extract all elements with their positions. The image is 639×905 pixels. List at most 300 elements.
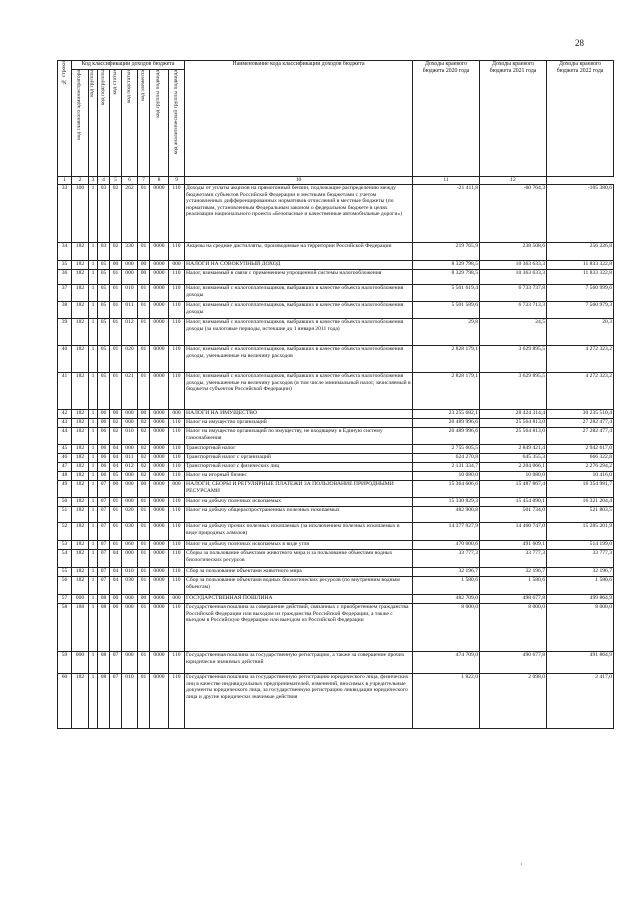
header-element-code: код элемента xyxy=(138,70,150,177)
element-code: 00 xyxy=(138,261,150,270)
table-row xyxy=(58,285,614,302)
subtype-group-code: 0000 xyxy=(150,507,169,523)
header-subgroup-code: код подгруппы xyxy=(98,70,110,177)
subgroup-code: 05 xyxy=(98,285,110,302)
subarticle-code: 000 xyxy=(122,498,138,507)
table-row xyxy=(58,346,614,373)
element-code: 01 xyxy=(138,346,150,373)
analytic-group-code: 110 xyxy=(169,445,185,454)
subarticle-code: 030 xyxy=(122,523,138,541)
group-code: 1 xyxy=(89,550,98,568)
analytic-group-code: 110 xyxy=(169,346,185,373)
article-code: 01 xyxy=(110,346,122,373)
revenue-2020: 8 000,0 xyxy=(413,604,480,652)
row-number: 52 xyxy=(58,523,72,541)
header-classification-group: Код классификации доходов бюджета xyxy=(72,61,185,70)
revenue-2020: 14 377 927,9 xyxy=(413,523,480,541)
group-code: 1 xyxy=(89,319,98,346)
element-code: 01 xyxy=(138,319,150,346)
revenue-2020: 219 765,9 xyxy=(413,243,480,261)
analytic-group-code: 000 xyxy=(169,261,185,270)
element-code: 00 xyxy=(138,595,150,604)
admin-code: 182 xyxy=(72,445,89,454)
subarticle-code: 011 xyxy=(122,454,138,463)
group-code: 1 xyxy=(89,346,98,373)
code-name: Налог, взимаемый в связи с применением упрощенной системы налогообложения xyxy=(185,270,413,285)
revenue-2021: 2 098,0 xyxy=(480,674,547,729)
table-row xyxy=(58,523,614,541)
element-code: 01 xyxy=(138,243,150,261)
code-name: ГОСУДАРСТВЕННАЯ ПОШЛИНА xyxy=(185,595,413,604)
admin-code: 182 xyxy=(72,472,89,481)
table-row xyxy=(58,463,614,472)
subtype-group-code: 0000 xyxy=(150,604,169,652)
table-row xyxy=(58,410,614,419)
subtype-group-code: 0000 xyxy=(150,541,169,550)
subtype-group-code: 0000 xyxy=(150,445,169,454)
admin-code: 182 xyxy=(72,261,89,270)
subtype-group-code: 0000 xyxy=(150,577,169,595)
group-code: 1 xyxy=(89,410,98,419)
budget-revenue-table xyxy=(57,60,614,729)
row-number: 58 xyxy=(58,604,72,652)
analytic-group-code: 110 xyxy=(169,419,185,428)
table-row xyxy=(58,472,614,481)
subarticle-code: 330 xyxy=(122,243,138,261)
revenue-2020: 33 777,3 xyxy=(413,550,480,568)
subtype-group-code: 0000 xyxy=(150,346,169,373)
group-code: 1 xyxy=(89,428,98,445)
subtype-group-code: 0000 xyxy=(150,472,169,481)
column-number: 12 xyxy=(480,177,547,185)
revenue-2021: 3 629 895,5 xyxy=(480,373,547,410)
table-row xyxy=(58,445,614,454)
admin-code: 182 xyxy=(72,410,89,419)
analytic-group-code: 110 xyxy=(169,270,185,285)
subgroup-code: 05 xyxy=(98,319,110,346)
admin-code: 182 xyxy=(72,568,89,577)
table-row xyxy=(58,243,614,261)
revenue-2021: 32 196,7 xyxy=(480,568,547,577)
column-number: 6 xyxy=(122,177,138,185)
subarticle-code: 060 xyxy=(122,541,138,550)
subgroup-code: 08 xyxy=(98,604,110,652)
analytic-group-code: 110 xyxy=(169,523,185,541)
row-number: 39 xyxy=(58,319,72,346)
revenue-2022: 499 864,9 xyxy=(547,595,614,604)
subgroup-code: 06 xyxy=(98,463,110,472)
table-row xyxy=(58,319,614,346)
revenue-2020: 1 822,0 xyxy=(413,674,480,729)
column-number: 11 xyxy=(413,177,480,185)
header-subtype-group-code: код группы подвида xyxy=(150,70,169,177)
row-number: 51 xyxy=(58,507,72,523)
revenue-2021: 8 000,0 xyxy=(480,604,547,652)
subgroup-code: 07 xyxy=(98,550,110,568)
subgroup-code: 07 xyxy=(98,481,110,498)
revenue-2022: 33 777,3 xyxy=(547,550,614,568)
admin-code: 182 xyxy=(72,319,89,346)
subgroup-code: 06 xyxy=(98,445,110,454)
revenue-2022: 16 354 981,7 xyxy=(547,481,614,498)
subtype-group-code: 0000 xyxy=(150,373,169,410)
revenue-2020: 10 080,0 xyxy=(413,472,480,481)
row-number: 56 xyxy=(58,577,72,595)
code-name: Налог на добычу прочих полезных ископаемых (за исключением полезных ископаемых в виде природных алмазов) xyxy=(185,523,413,541)
row-number: 60 xyxy=(58,674,72,729)
analytic-group-code: 000 xyxy=(169,410,185,419)
element-code: 01 xyxy=(138,652,150,674)
element-code: 00 xyxy=(138,270,150,285)
code-name: Акцизы на средние дистилляты, производимые на территории Российской Федерации xyxy=(185,243,413,261)
group-code: 1 xyxy=(89,472,98,481)
element-code: 02 xyxy=(138,463,150,472)
subgroup-code: 05 xyxy=(98,373,110,410)
code-name: Сбор за пользование объектами животного мира xyxy=(185,568,413,577)
column-number: 3 xyxy=(89,177,98,185)
subarticle-code: 010 xyxy=(122,285,138,302)
revenue-2020: 2 828 179,1 xyxy=(413,346,480,373)
code-name: Транспортный налог xyxy=(185,445,413,454)
row-number: 35 xyxy=(58,261,72,270)
revenue-2021: 33 777,3 xyxy=(480,550,547,568)
revenue-2022: 10 416,0 xyxy=(547,472,614,481)
article-code: 07 xyxy=(110,674,122,729)
page-number: 28 xyxy=(575,38,584,48)
subtype-group-code: 0000 xyxy=(150,428,169,445)
code-name: Налог, взимаемый с налогоплательщиков, выбравших в качестве объекта налогообложения доходы xyxy=(185,302,413,319)
row-number: 45 xyxy=(58,445,72,454)
table-row xyxy=(58,604,614,652)
revenue-2021: 10 080,0 xyxy=(480,472,547,481)
row-number: 53 xyxy=(58,541,72,550)
row-number: 43 xyxy=(58,419,72,428)
subgroup-code: 07 xyxy=(98,523,110,541)
code-name: Налог на добычу общераспространенных полезных ископаемых xyxy=(185,507,413,523)
subtype-group-code: 0000 xyxy=(150,595,169,604)
group-code: 1 xyxy=(89,481,98,498)
article-code: 01 xyxy=(110,373,122,410)
group-code: 1 xyxy=(89,523,98,541)
admin-code: 188 xyxy=(72,604,89,652)
subgroup-code: 03 xyxy=(98,185,110,243)
table-row xyxy=(58,498,614,507)
revenue-2021: 24,5 xyxy=(480,319,547,346)
column-number: 7 xyxy=(138,177,150,185)
admin-code: 182 xyxy=(72,270,89,285)
revenue-2022: -105 380,6 xyxy=(547,185,614,243)
article-code: 01 xyxy=(110,507,122,523)
revenue-2021: 15 487 867,4 xyxy=(480,481,547,498)
element-code: 02 xyxy=(138,428,150,445)
revenue-2021: 25 564 813,0 xyxy=(480,428,547,445)
table-row xyxy=(58,507,614,523)
header-revenue-2022: Доходы краевого бюджета 2022 года xyxy=(547,61,614,177)
analytic-group-code: 110 xyxy=(169,243,185,261)
row-number: 33 xyxy=(58,185,72,243)
revenue-2021: 15 454 090,1 xyxy=(480,498,547,507)
subarticle-code: 000 xyxy=(122,410,138,419)
row-number: 46 xyxy=(58,454,72,463)
analytic-group-code: 110 xyxy=(169,541,185,550)
revenue-2020: 482 900,8 xyxy=(413,507,480,523)
subgroup-code: 07 xyxy=(98,541,110,550)
analytic-group-code: 110 xyxy=(169,507,185,523)
subarticle-code: 011 xyxy=(122,302,138,319)
group-code: 1 xyxy=(89,270,98,285)
code-name: Транспортный налог с физических лиц xyxy=(185,463,413,472)
revenue-2021: 6 733 737,8 xyxy=(480,285,547,302)
group-code: 1 xyxy=(89,185,98,243)
row-number: 59 xyxy=(58,652,72,674)
revenue-2022: 11 833 322,8 xyxy=(547,261,614,270)
revenue-2022: 4 272 323,2 xyxy=(547,346,614,373)
admin-code: 100 xyxy=(72,185,89,243)
article-code: 01 xyxy=(110,270,122,285)
subarticle-code: 000 xyxy=(122,419,138,428)
revenue-2022: 8 000,0 xyxy=(547,604,614,652)
subgroup-code: 06 xyxy=(98,472,110,481)
revenue-2021: 2 849 421,4 xyxy=(480,445,547,454)
revenue-2021: 10 363 633,3 xyxy=(480,270,547,285)
header-article-code: код статьи xyxy=(110,70,122,177)
revenue-2021: 28 424 314,4 xyxy=(480,410,547,419)
revenue-2022: 4 272 323,2 xyxy=(547,373,614,410)
revenue-2022: 15 285 201,9 xyxy=(547,523,614,541)
article-code: 05 xyxy=(110,472,122,481)
admin-code: 000 xyxy=(72,595,89,604)
group-code: 1 xyxy=(89,604,98,652)
revenue-2020: 2 755 605,5 xyxy=(413,445,480,454)
group-code: 1 xyxy=(89,445,98,454)
revenue-2021: -60 764,3 xyxy=(480,185,547,243)
code-name: Государственная пошлина за государственную регистрацию юридического лица, физических лиц в качестве индивидуальных предпринимателей, изменений, вносимых в учредительные документы юридического лица, за государственную регистрацию ликвидации юридического лица и другие юридически значимые действия xyxy=(185,674,413,729)
analytic-group-code: 110 xyxy=(169,674,185,729)
subtype-group-code: 0000 xyxy=(150,419,169,428)
column-number-row xyxy=(58,177,614,185)
revenue-2022: 256 226,8 xyxy=(547,243,614,261)
article-code: 07 xyxy=(110,652,122,674)
article-code: 02 xyxy=(110,428,122,445)
subarticle-code: 020 xyxy=(122,507,138,523)
revenue-2020: 2 828 179,1 xyxy=(413,373,480,410)
row-number: 34 xyxy=(58,243,72,261)
article-code: 00 xyxy=(110,261,122,270)
subarticle-code: 000 xyxy=(122,261,138,270)
row-number: 49 xyxy=(58,481,72,498)
revenue-2020: 29,8 xyxy=(413,319,480,346)
revenue-2021: 2 204 066,1 xyxy=(480,463,547,472)
analytic-group-code: 110 xyxy=(169,577,185,595)
revenue-2022: 1 580,6 xyxy=(547,577,614,595)
code-name: Налог на имущество организаций xyxy=(185,419,413,428)
scan-mark: · xyxy=(520,860,523,869)
analytic-group-code: 110 xyxy=(169,568,185,577)
analytic-group-code: 110 xyxy=(169,285,185,302)
subgroup-code: 07 xyxy=(98,498,110,507)
analytic-group-code: 110 xyxy=(169,550,185,568)
subarticle-code: 000 xyxy=(122,472,138,481)
element-code: 02 xyxy=(138,454,150,463)
analytic-group-code: 110 xyxy=(169,454,185,463)
analytic-group-code: 000 xyxy=(169,595,185,604)
revenue-2020: -21 411,8 xyxy=(413,185,480,243)
revenue-2022: 27 282 477,4 xyxy=(547,419,614,428)
admin-code: 182 xyxy=(72,302,89,319)
subtype-group-code: 0000 xyxy=(150,454,169,463)
table-row xyxy=(58,550,614,568)
table-row xyxy=(58,270,614,285)
admin-code: 182 xyxy=(72,674,89,729)
group-code: 1 xyxy=(89,419,98,428)
admin-code: 182 xyxy=(72,577,89,595)
code-name: Налог на добычу полезных ископаемых xyxy=(185,498,413,507)
article-code: 04 xyxy=(110,577,122,595)
subtype-group-code: 0000 xyxy=(150,243,169,261)
table-row xyxy=(58,541,614,550)
analytic-group-code: 110 xyxy=(169,463,185,472)
subtype-group-code: 0000 xyxy=(150,302,169,319)
code-name: Доходы от уплаты акцизов на прямогонный бензин, подлежащие распределению между бюджетами субъектов Российской Федерации и местными бюджетами с учетом установленных дифференцированных нормативов отчислений в местные бюджеты (по нормативам, установленным Федеральным законом о федеральном бюджете в целях реализации национального проекта «Безопасные и качественные автомобильные дороги») xyxy=(185,185,413,243)
column-number: 9 xyxy=(169,177,185,185)
header-row-no: № строки xyxy=(58,61,72,177)
group-code: 1 xyxy=(89,454,98,463)
subtype-group-code: 0000 xyxy=(150,652,169,674)
revenue-2020: 20 489 996,6 xyxy=(413,419,480,428)
element-code: 00 xyxy=(138,410,150,419)
table-row xyxy=(58,481,614,498)
table-row xyxy=(58,261,614,270)
revenue-2022: 491 864,9 xyxy=(547,652,614,674)
revenue-2022: 7 560 999,6 xyxy=(547,285,614,302)
subgroup-code: 08 xyxy=(98,652,110,674)
table-row xyxy=(58,428,614,445)
row-number: 47 xyxy=(58,463,72,472)
admin-code: 182 xyxy=(72,373,89,410)
article-code: 02 xyxy=(110,185,122,243)
revenue-2020: 15 364 606,6 xyxy=(413,481,480,498)
element-code: 02 xyxy=(138,472,150,481)
analytic-group-code: 110 xyxy=(169,373,185,410)
subgroup-code: 05 xyxy=(98,270,110,285)
revenue-2020: 20 489 996,6 xyxy=(413,428,480,445)
row-number: 40 xyxy=(58,346,72,373)
revenue-2021: 491 609,1 xyxy=(480,541,547,550)
revenue-2020: 15 330 829,3 xyxy=(413,498,480,507)
analytic-group-code: 110 xyxy=(169,604,185,652)
article-code: 02 xyxy=(110,419,122,428)
article-code: 06 xyxy=(110,604,122,652)
revenue-2022: 521 803,5 xyxy=(547,507,614,523)
group-code: 1 xyxy=(89,674,98,729)
subgroup-code: 03 xyxy=(98,243,110,261)
subgroup-code: 07 xyxy=(98,577,110,595)
revenue-2020: 8 329 798,5 xyxy=(413,270,480,285)
element-code: 02 xyxy=(138,419,150,428)
column-number: 4 xyxy=(98,177,110,185)
subgroup-code: 06 xyxy=(98,454,110,463)
group-code: 1 xyxy=(89,463,98,472)
revenue-2021: 498 677,8 xyxy=(480,595,547,604)
revenue-2022: 514 199,0 xyxy=(547,541,614,550)
article-code: 01 xyxy=(110,541,122,550)
article-code: 00 xyxy=(110,595,122,604)
row-number: 44 xyxy=(58,428,72,445)
revenue-2022: 27 282 477,4 xyxy=(547,428,614,445)
revenue-2020: 2 131 334,7 xyxy=(413,463,480,472)
element-code: 01 xyxy=(138,185,150,243)
revenue-2022: 32 196,7 xyxy=(547,568,614,577)
subtype-group-code: 0000 xyxy=(150,568,169,577)
revenue-2020: 474 709,0 xyxy=(413,652,480,674)
revenue-2020: 624 270,8 xyxy=(413,454,480,463)
subarticle-code: 010 xyxy=(122,428,138,445)
admin-code: 182 xyxy=(72,346,89,373)
row-number: 54 xyxy=(58,550,72,568)
row-number: 37 xyxy=(58,285,72,302)
subtype-group-code: 0000 xyxy=(150,185,169,243)
subgroup-code: 07 xyxy=(98,568,110,577)
revenue-2022: 2 276 294,2 xyxy=(547,463,614,472)
group-code: 1 xyxy=(89,373,98,410)
admin-code: 182 xyxy=(72,428,89,445)
table-row xyxy=(58,577,614,595)
group-code: 1 xyxy=(89,243,98,261)
subarticle-code: 030 xyxy=(122,577,138,595)
subarticle-code: 000 xyxy=(122,604,138,652)
subarticle-code: 010 xyxy=(122,674,138,729)
subgroup-code: 06 xyxy=(98,410,110,419)
group-code: 1 xyxy=(89,507,98,523)
subtype-group-code: 0000 xyxy=(150,481,169,498)
header-group-code: код группы xyxy=(89,70,98,177)
admin-code: 000 xyxy=(72,652,89,674)
code-name: Налог, взимаемый с налогоплательщиков, выбравших в качестве объекта налогообложения доходы, уменьшенные на величину расходов (в том числе минимальный налог, зачисляемый в бюджеты субъектов Российской Федерации) xyxy=(185,373,413,410)
code-name: Транспортный налог с организаций xyxy=(185,454,413,463)
revenue-2022: 11 833 322,8 xyxy=(547,270,614,285)
admin-code: 182 xyxy=(72,523,89,541)
subgroup-code: 06 xyxy=(98,419,110,428)
revenue-2021: 14 460 747,0 xyxy=(480,523,547,541)
analytic-group-code: 110 xyxy=(169,302,185,319)
row-number: 48 xyxy=(58,472,72,481)
subarticle-code: 000 xyxy=(122,481,138,498)
subtype-group-code: 0000 xyxy=(150,285,169,302)
subgroup-code: 05 xyxy=(98,261,110,270)
admin-code: 182 xyxy=(72,498,89,507)
revenue-2021: 238 508,6 xyxy=(480,243,547,261)
revenue-2020: 5 501 619,4 xyxy=(413,285,480,302)
element-code: 02 xyxy=(138,445,150,454)
code-name: НАЛОГИ, СБОРЫ И РЕГУЛЯРНЫЕ ПЛАТЕЖИ ЗА ПОЛЬЗОВАНИЕ ПРИРОДНЫМИ РЕСУРСАМИ xyxy=(185,481,413,498)
article-code: 01 xyxy=(110,285,122,302)
subarticle-code: 000 xyxy=(122,550,138,568)
article-code: 01 xyxy=(110,302,122,319)
article-code: 01 xyxy=(110,319,122,346)
admin-code: 182 xyxy=(72,285,89,302)
analytic-group-code: 110 xyxy=(169,185,185,243)
analytic-group-code: 110 xyxy=(169,428,185,445)
header-revenue-2021: Доходы краевого бюджета 2021 года xyxy=(480,61,547,177)
subtype-group-code: 0000 xyxy=(150,550,169,568)
admin-code: 182 xyxy=(72,481,89,498)
subgroup-code: 08 xyxy=(98,674,110,729)
analytic-group-code: 000 xyxy=(169,481,185,498)
table-row xyxy=(58,674,614,729)
subtype-group-code: 0000 xyxy=(150,410,169,419)
article-code: 04 xyxy=(110,568,122,577)
code-name: Государственная пошлина за совершение действий, связанных с приобретением гражданства Российской Федерации или выходом из гражданства Российской Федерации, а также с въездом в Российскую Федерацию или выездом из Российской Федерации xyxy=(185,604,413,652)
